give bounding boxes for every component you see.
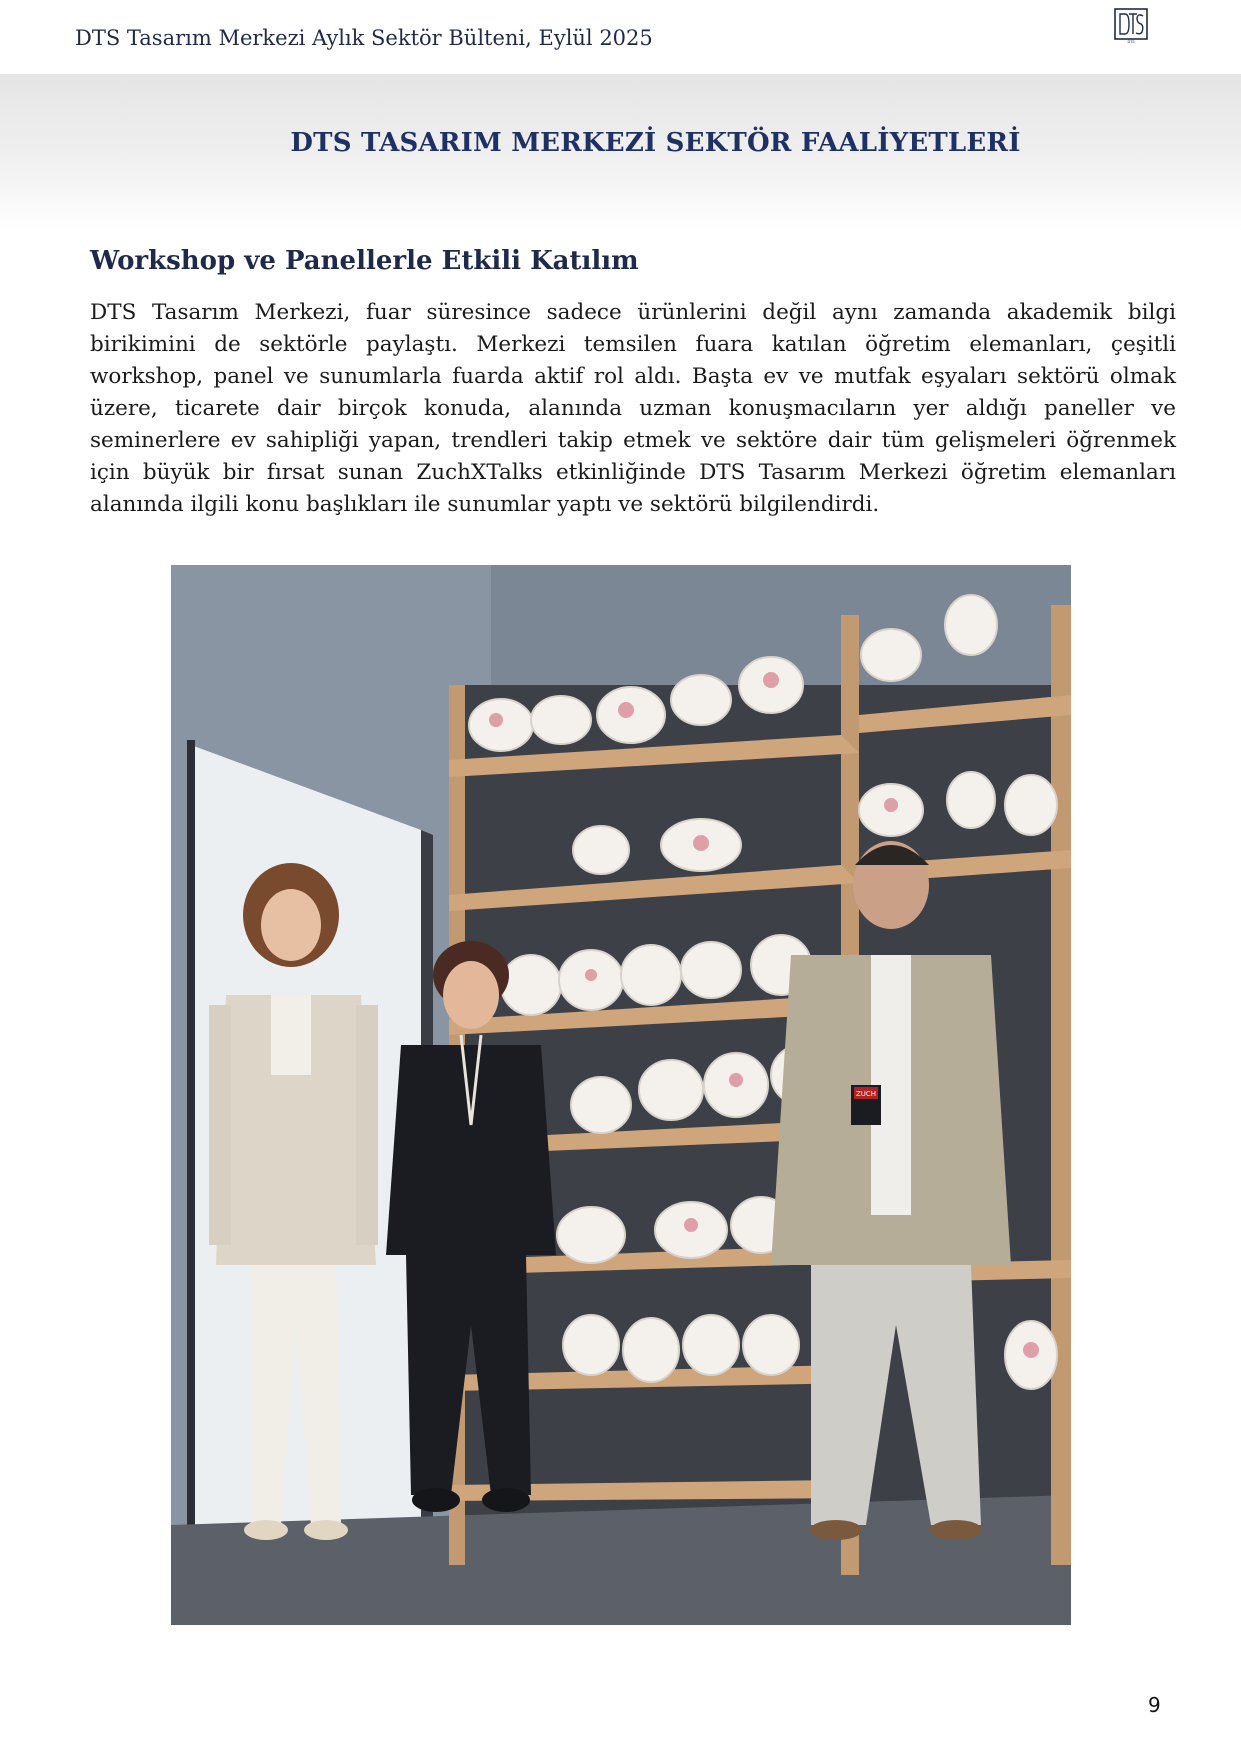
dts-logo	[1106, 8, 1156, 54]
zuch-badge-label: ZUCH	[855, 1090, 877, 1098]
banner-title: DTS TASARIM MERKEZİ SEKTÖR FAALİYETLERİ	[290, 128, 1021, 158]
body-paragraph: DTS Tasarım Merkezi, fuar süresince sadece ürünlerini değil aynı zamanda akademik bilgi birikimini de sektörle paylaştı. Merkezi temsilen fuara katılan öğretim elemanları, çeşitli workshop, panel ve sunumlarla fuarda aktif rol aldı. Başta ev ve mutfak eşyaları sektörü olmak üzere, ticarete dair birçok konuda, alanında uzman konuşmacıların yer aldığı paneller ve seminerlere ev sahipliği yapan, trendleri takip etmek ve sektöre dair tüm gelişmeleri öğrenmek için büyük bir fırsat sunan ZuchXTalks etkinliğinde DTS Tasarım Merkezi öğretim elemanları alanında ilgili konu başlıkları ile sunumlar yaptı ve sektörü bilgilendirdi.	[90, 300, 1176, 517]
logo-caption	[1106, 40, 1156, 44]
page-number: 9	[1148, 1693, 1161, 1717]
logo-label: DTS	[1127, 40, 1135, 44]
event-photo	[171, 565, 1071, 1625]
section-heading: Workshop ve Panellerle Etkili Katılım	[90, 246, 639, 276]
dts-logo-mark-icon	[1114, 8, 1148, 40]
running-header-title: DTS Tasarım Merkezi Aylık Sektör Bülteni, Eylül 2025	[75, 26, 653, 50]
event-photo-illustration	[171, 565, 1071, 1625]
